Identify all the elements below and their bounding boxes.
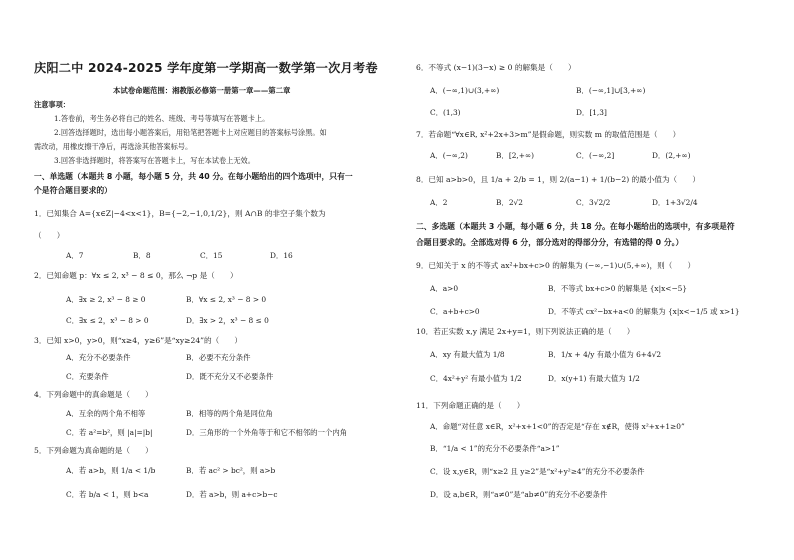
q5-option-b: B．若 ac² > bc²，则 a>b [186, 466, 276, 475]
q8-option-b: B．2√2 [496, 198, 523, 207]
question-10-stem: 10．若正实数 x,y 满足 2x+y=1，则下列说法正确的是（ ） [416, 327, 635, 336]
q11-option-d: D．设 a,b∈R，则“a≠0”是“ab≠0”的充分不必要条件 [430, 490, 608, 499]
q5-option-c: C．若 b/a < 1，则 b<a [66, 490, 149, 499]
q2-option-d: D．∃x > 2，x³ − 8 ≤ 0 [186, 316, 269, 325]
question-3-stem: 3．已知 x>0，y>0，则“x≥4，y≥6”是“xy≥24”的（ ） [34, 336, 243, 345]
question-1-stem-cont: （ ） [34, 231, 65, 240]
q9-option-b: B．不等式 bx+c>0 的解集是 {x|x<−5} [548, 284, 688, 293]
q1-option-b: B．8 [133, 251, 151, 260]
note-3: 3.回答非选择题时，将答案写在答题卡上，写在本试卷上无效。 [54, 156, 255, 165]
q1-option-d: D．16 [270, 251, 293, 260]
q4-option-b: B．相等的两个角是同位角 [186, 409, 273, 418]
question-5-stem: 5．下列命题为真命题的是（ ） [34, 446, 153, 455]
exam-scope: 本试卷命题范围：湘教版必修第一册第一章——第二章 [113, 86, 291, 95]
note-2-cont: 需改动，用橡皮擦干净后，再选涂其他答案标号。 [34, 142, 193, 151]
question-7-stem: 7．若命题“∀x∈R, x²+2x+3>m”是假命题，则实数 m 的取值范围是（ ） [416, 130, 681, 139]
q3-option-d: D．既不充分又不必要条件 [186, 372, 274, 381]
note-1: 1.答卷前，考生务必将自己的姓名、班级、考号等填写在答题卡上。 [54, 114, 270, 123]
question-2-stem: 2．已知命题 p：∀x ≤ 2, x³ − 8 ≤ 0，那么 ¬p 是（ ） [34, 271, 238, 280]
q7-option-c: C．(−∞,2] [576, 151, 615, 160]
q7-option-d: D．(2,+∞) [652, 151, 691, 160]
question-8-stem: 8．已知 a>b>0，且 1/a + 2/b = 1，则 2/(a−1) + 1/(b−2) 的最小值为（ ） [416, 175, 700, 184]
section-single-choice: 一、单选题（本题共 8 小题，每小题 5 分，共 40 分。在每小题给出的四个选项中，只有一 [34, 172, 353, 181]
q3-option-c: C．充要条件 [66, 372, 109, 381]
q8-option-a: A．2 [430, 198, 448, 207]
q2-option-a: A．∃x ≥ 2, x³ − 8 ≥ 0 [66, 295, 146, 304]
section-single-choice-cont: 个是符合题目要求的） [34, 186, 112, 195]
q6-option-c: C．(1,3) [430, 108, 461, 117]
notes-heading: 注意事项： [34, 100, 70, 109]
q9-option-a: A．a>0 [430, 284, 459, 293]
section-multi-choice: 二、多选题（本题共 3 小题，每小题 6 分，共 18 分。在每小题给出的选项中，有多项是符 [416, 222, 735, 231]
q11-option-c: C．设 x,y∈R，则“x≥2 且 y≥2”是“x²+y²≥4”的充分不必要条件 [430, 467, 645, 476]
question-1-stem: 1．已知集合 A={x∈Z|−4<x<1}，B={−2,−1,0,1/2}，则 A∩B 的非空子集个数为 [34, 209, 326, 218]
q10-option-c: C．4x²+y² 有最小值为 1/2 [430, 374, 522, 383]
q6-option-a: A．(−∞,1)∪(3,+∞) [430, 86, 500, 95]
q4-option-c: C．若 a²=b²，则 |a|=|b| [66, 428, 153, 437]
q1-option-c: C．15 [200, 251, 223, 260]
q2-option-c: C．∃x ≤ 2，x³ − 8 > 0 [66, 316, 149, 325]
q6-option-b: B．(−∞,1]∪[3,+∞) [576, 86, 646, 95]
note-2: 2.回答选择题时，选出每小题答案后，用铅笔把答题卡上对应题目的答案标号涂黑。如 [54, 128, 327, 137]
question-6-stem: 6．不等式 (x−1)(3−x) ≥ 0 的解集是（ ） [416, 63, 576, 72]
q3-option-b: B．必要不充分条件 [186, 353, 251, 362]
q3-option-a: A．充分不必要条件 [66, 353, 131, 362]
q10-option-a: A．xy 有最大值为 1/8 [430, 350, 505, 359]
question-9-stem: 9．已知关于 x 的不等式 ax²+bx+c>0 的解集为 (−∞,−1)∪(5,+∞)，则（ ） [416, 261, 696, 270]
q10-option-d: D．x(y+1) 有最大值为 1/2 [548, 374, 640, 383]
q4-option-d: D．三角形的一个外角等于和它不相邻的一个内角 [186, 428, 348, 437]
q9-option-c: C．a+b+c>0 [430, 307, 480, 316]
q5-option-d: D．若 a>b，则 a+c>b−c [186, 490, 278, 499]
q7-option-a: A．(−∞,2) [430, 151, 468, 160]
q1-option-a: A．7 [66, 251, 84, 260]
q11-option-b: B．“1/a < 1”的充分不必要条件“a>1” [430, 444, 560, 453]
q11-option-a: A．命题“对任意 x∈R，x²+x+1<0”的否定是“存在 x∉R，使得 x²+x+1≥0” [430, 422, 685, 431]
q6-option-d: D．[1,3] [576, 108, 607, 117]
q9-option-d: D．不等式 cx²−bx+a<0 的解集为 {x|x<−1/5 或 x>1} [548, 307, 740, 316]
q7-option-b: B．[2,+∞) [496, 151, 534, 160]
question-11-stem: 11．下列命题正确的是（ ） [416, 401, 525, 410]
q10-option-b: B．1/x + 4/y 有最小值为 6+4√2 [548, 350, 662, 359]
q2-option-b: B．∀x ≤ 2, x³ − 8 > 0 [186, 295, 267, 304]
q8-option-c: C．3√2/2 [576, 198, 611, 207]
section-multi-choice-cont: 合题目要求的。全部选对得 6 分，部分选对的得部分分，有选错的得 0 分。） [416, 238, 684, 247]
exam-title: 庆阳二中 2024-2025 学年度第一学期高一数学第一次月考卷 [34, 61, 378, 75]
q5-option-a: A．若 a>b，则 1/a < 1/b [66, 466, 156, 475]
question-4-stem: 4．下列命题中的真命题是（ ） [34, 390, 153, 399]
q8-option-d: D．1+3√2/4 [652, 198, 698, 207]
q4-option-a: A．互余的两个角不相等 [66, 409, 146, 418]
